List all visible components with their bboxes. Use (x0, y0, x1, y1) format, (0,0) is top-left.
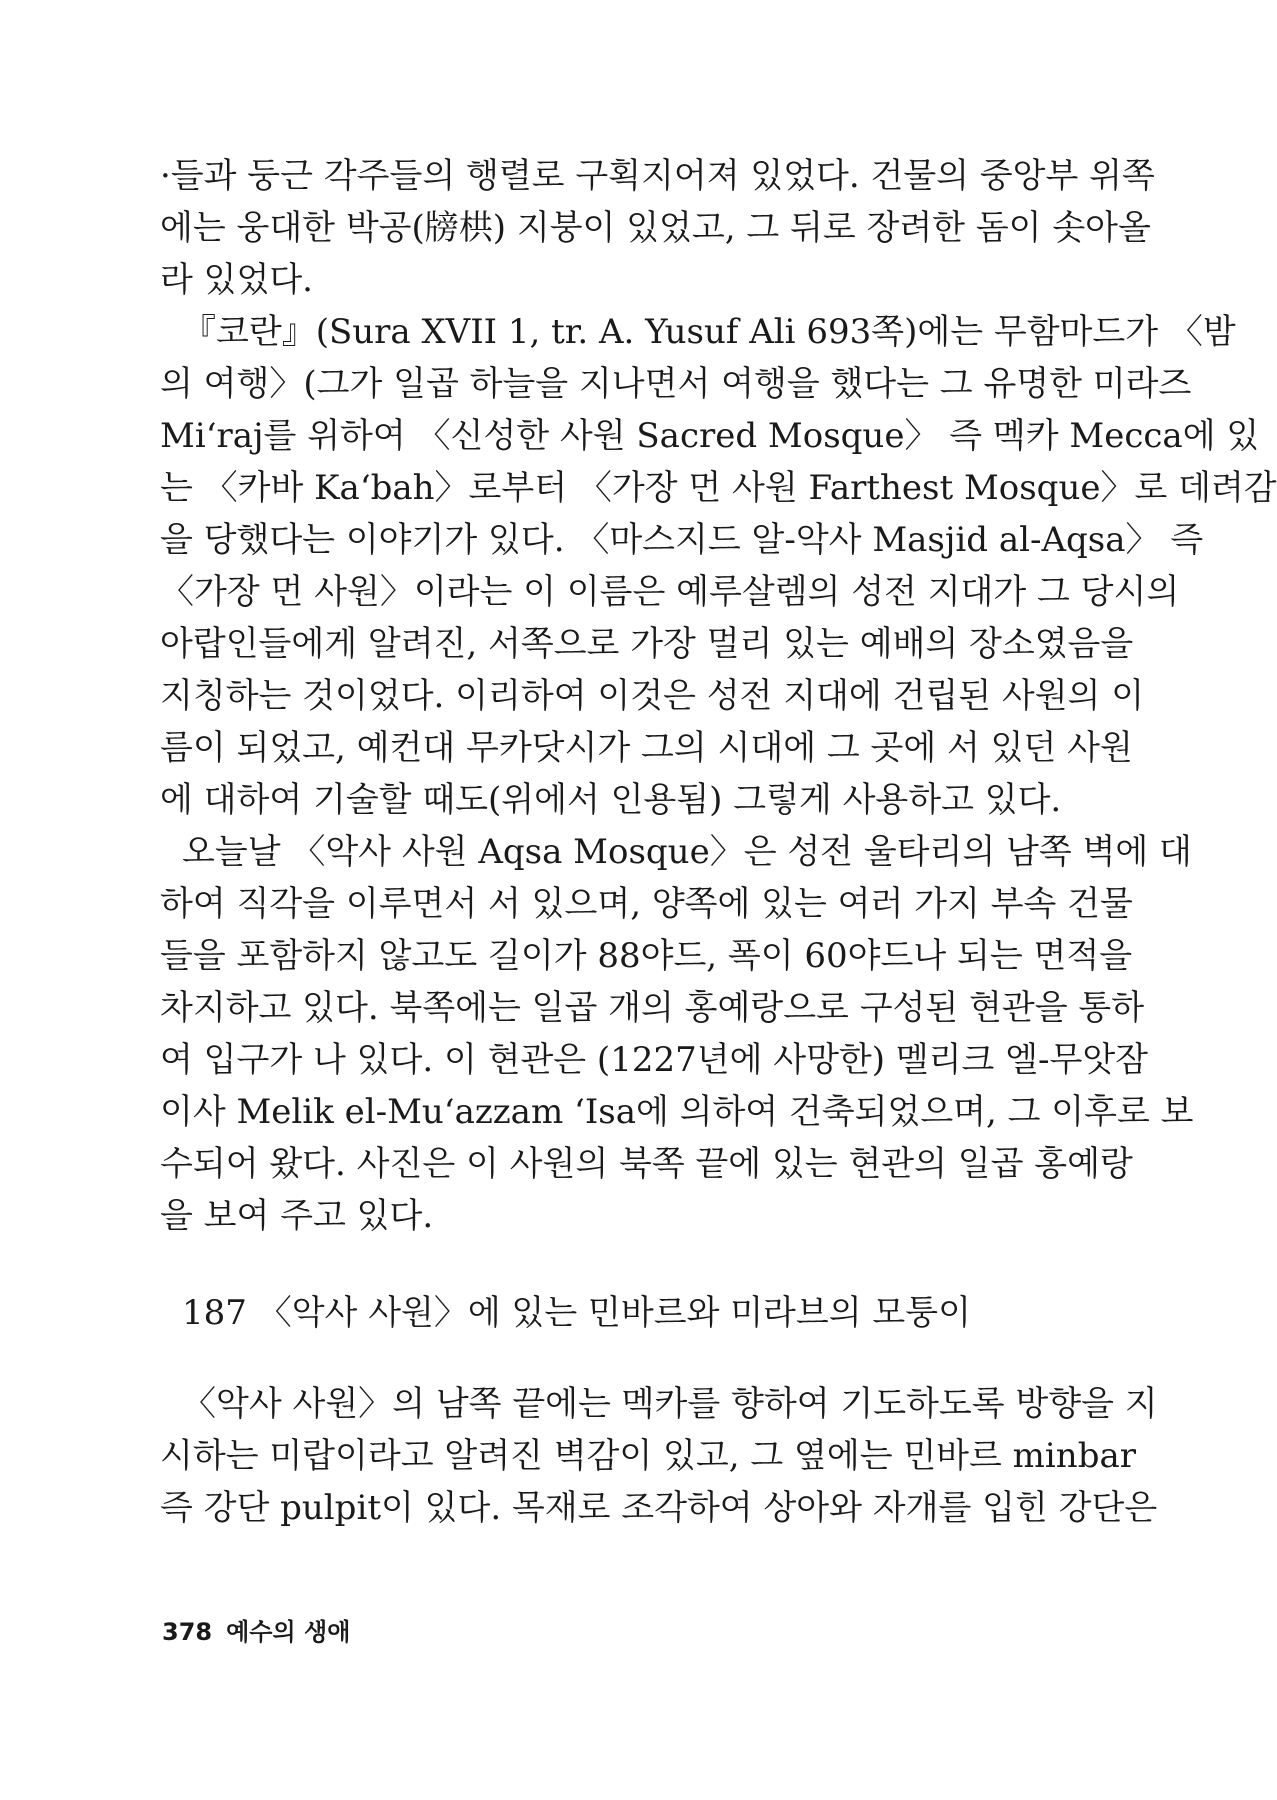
section-heading: 187 〈악사 사원〉에 있는 민바르와 미라브의 모퉁이 (182, 1293, 971, 1333)
text-line: 이사 Melik el-Mu‘azzam ‘Isa에 의하여 건축되었으며, 그 이후로 보 (160, 1092, 1194, 1132)
text-line: 라 있었다. (160, 260, 313, 300)
text-line: 〈가장 먼 사원〉이라는 이 이름은 예루살렘의 성전 지대가 그 당시의 (160, 572, 1180, 612)
text-line: 름이 되었고, 예컨대 무카닷시가 그의 시대에 그 곳에 서 있던 사원 (160, 728, 1133, 768)
text-line: 을 당했다는 이야기가 있다. 〈마스지드 알-악사 Masjid al-Aqsa〉 즉 (160, 520, 1204, 560)
text-line: 여 입구가 나 있다. 이 현관은 (1227년에 사망한) 멜리크 엘-무앗잠 (160, 1040, 1149, 1080)
page-number: 378 (162, 1618, 213, 1646)
text-line: 차지하고 있다. 북쪽에는 일곱 개의 홍예랑으로 구성된 현관을 통하 (160, 988, 1145, 1028)
text-line: 을 보여 주고 있다. (160, 1196, 434, 1236)
text-line: 지칭하는 것이었다. 이리하여 이것은 성전 지대에 건립된 사원의 이 (160, 676, 1145, 716)
text-line: ·들과 둥근 각주들의 행렬로 구획지어져 있었다. 건물의 중앙부 위쪽 (160, 156, 1155, 196)
text-line: 에 대하여 기술할 때도(위에서 인용됨) 그렇게 사용하고 있다. (160, 780, 1062, 820)
text-line: 즉 강단 pulpit이 있다. 목재로 조각하여 상아와 자개를 입힌 강단은 (160, 1488, 1158, 1528)
text-line: 『코란』(Sura XVII 1, tr. A. Yusuf Ali 693쪽)에는 무함마드가 〈밤 (182, 312, 1236, 352)
text-line: 하여 직각을 이루면서 서 있으며, 양쪽에 있는 여러 가지 부속 건물 (160, 884, 1133, 924)
text-line: 아랍인들에게 알려진, 서쪽으로 가장 멀리 있는 예배의 장소였음을 (160, 624, 1134, 664)
text-line: 수되어 왔다. 사진은 이 사원의 북쪽 끝에 있는 현관의 일곱 홍예랑 (160, 1144, 1133, 1184)
book-title: 예수의 생애 (226, 1618, 351, 1646)
text-line: 의 여행〉(그가 일곱 하늘을 지나면서 여행을 했다는 그 유명한 미라즈 (160, 364, 1192, 404)
text-line: 들을 포함하지 않고도 길이가 88야드, 폭이 60야드나 되는 면적을 (160, 936, 1133, 976)
page-footer (162, 1612, 350, 1647)
text-line: 오늘날 〈악사 사원 Aqsa Mosque〉은 성전 울타리의 남쪽 벽에 대 (182, 832, 1192, 872)
text-line: Mi‘raj를 위하여 〈신성한 사원 Sacred Mosque〉 즉 멕카 Mecca에 있 (160, 416, 1260, 456)
text-line: 〈악사 사원〉의 남쪽 끝에는 멕카를 향하여 기도하도록 방향을 지 (182, 1384, 1158, 1424)
text-line: 시하는 미랍이라고 알려진 벽감이 있고, 그 옆에는 민바르 minbar (160, 1436, 1136, 1476)
text-line: 에는 웅대한 박공(牓栱) 지붕이 있었고, 그 뒤로 장려한 돔이 솟아올 (160, 208, 1151, 248)
text-line: 는 〈카바 Ka‘bah〉로부터 〈가장 먼 사원 Farthest Mosque〉로 데려감 (160, 468, 1277, 508)
